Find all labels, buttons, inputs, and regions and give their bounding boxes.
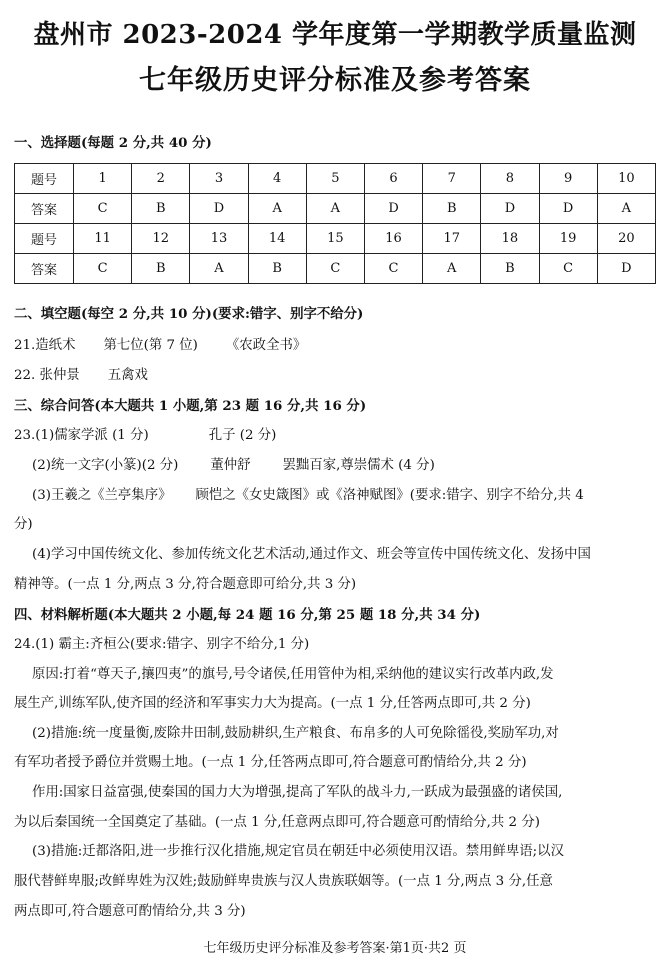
answer-21-label: 21.造纸术 [14, 338, 76, 353]
table-cell: 题号 [15, 224, 74, 254]
answer-line-23-1 [14, 427, 662, 445]
table-cell: A [597, 194, 655, 224]
table-cell: 答案 [15, 194, 74, 224]
section3-heading: 三、综合问答(本大题共 1 小题,第 23 题 16 分,共 16 分) [14, 398, 367, 414]
answer-21-b: 《农政全书》 [225, 338, 307, 353]
table-cell: C [306, 254, 364, 284]
table-row [15, 224, 656, 254]
table-cell: 18 [481, 224, 539, 254]
table-row [15, 194, 656, 224]
table-cell: 1 [74, 164, 132, 194]
section2-heading: 二、填空题(每空 2 分,共 10 分)(要求:错字、别字不给分) [14, 306, 364, 322]
answer-line-23-2 [32, 457, 662, 475]
table-cell: D [597, 254, 655, 284]
answer-23-3-a: (3)王羲之《兰亭集序》 [32, 488, 172, 503]
table-cell: 5 [306, 164, 364, 194]
answer-line-23-3 [32, 487, 662, 505]
table-cell: B [132, 254, 190, 284]
answer-line: (2)措施:统一度量衡,废除井田制,鼓励耕织,生产粮食、布帛多的人可免除徭役,奖励军功,对 [32, 726, 559, 741]
table-cell: 14 [248, 224, 306, 254]
answer-line: 为以后秦国统一全国奠定了基础。(一点 1 分,任意两点即可,符合题意可酌情给分,共 2 分) [14, 815, 540, 830]
table-cell: C [74, 254, 132, 284]
section1-heading: 一、选择题(每题 2 分,共 40 分) [14, 135, 212, 151]
answer-line: (3)措施:迁都洛阳,进一步推行汉化措施,规定官员在朝廷中必须使用汉语。禁用鲜卑语;以汉 [32, 844, 564, 859]
answer-23-2-c: 罢黜百家,尊崇儒术 (4 分) [282, 458, 435, 473]
document-title: 盘州市 2023-2024 学年度第一学期教学质量监测 [33, 20, 637, 50]
answer-line-24: 24.(1) 霸主:齐桓公(要求:错字、别字不给分,1 分) [14, 637, 310, 652]
table-cell: 10 [597, 164, 655, 194]
answer-line: 作用:国家日益富强,使秦国的国力大为增强,提高了军队的战斗力,一跃成为最强盛的诸侯国, [32, 785, 563, 800]
answer-line: 展生产,训练军队,使齐国的经济和军事实力大为提高。(一点 1 分,任答两点即可,共 2 分) [14, 696, 531, 711]
answer-23-2-b: 董仲舒 [210, 458, 251, 473]
table-cell: 17 [423, 224, 481, 254]
answer-line-22 [14, 367, 662, 385]
table-cell: B [423, 194, 481, 224]
table-cell: 7 [423, 164, 481, 194]
table-cell: C [74, 194, 132, 224]
table-cell: D [481, 194, 539, 224]
table-cell: 19 [539, 224, 597, 254]
answer-line-23-3-cont: 分) [14, 517, 33, 532]
table-cell: 2 [132, 164, 190, 194]
table-cell: 12 [132, 224, 190, 254]
answer-line: 有军功者授予爵位并赏赐土地。(一点 1 分,任答两点即可,符合题意可酌情给分,共 2 分) [14, 755, 527, 770]
answer-line-23-4: (4)学习中国传统文化、参加传统文化艺术活动,通过作文、班会等宣传中国传统文化、发扬中国 [32, 547, 591, 562]
table-cell: D [539, 194, 597, 224]
table-cell: 3 [190, 164, 248, 194]
table-cell: 9 [539, 164, 597, 194]
answer-23-2-a: (2)统一文字(小篆)(2 分) [32, 458, 179, 473]
page-footer: 七年级历史评分标准及参考答案·第1页·共2 页 [203, 941, 467, 956]
table-cell: C [539, 254, 597, 284]
table-cell: 6 [364, 164, 422, 194]
table-cell: 13 [190, 224, 248, 254]
table-cell: A [248, 194, 306, 224]
document-subtitle: 七年级历史评分标准及参考答案 [139, 65, 531, 96]
table-cell: A [423, 254, 481, 284]
table-cell: 4 [248, 164, 306, 194]
section4-heading: 四、材料解析题(本大题共 2 小题,每 24 题 16 分,第 25 题 18 分,共 34 分) [14, 607, 481, 623]
table-cell: D [364, 194, 422, 224]
answer-22-a: 五禽戏 [107, 368, 148, 383]
answer-line: 两点即可,符合题意可酌情给分,共 3 分) [14, 904, 246, 919]
table-cell: 答案 [15, 254, 74, 284]
table-cell: B [481, 254, 539, 284]
table-row [15, 164, 656, 194]
answer-23-1-b: 孔子 (2 分) [208, 428, 277, 443]
answer-table [14, 163, 656, 284]
table-cell: 8 [481, 164, 539, 194]
table-row [15, 254, 656, 284]
table-cell: 11 [74, 224, 132, 254]
table-cell: 20 [597, 224, 655, 254]
answer-22-label: 22. 张仲景 [14, 368, 80, 383]
table-cell: 题号 [15, 164, 74, 194]
table-cell: B [248, 254, 306, 284]
table-cell: A [306, 194, 364, 224]
table-cell: 16 [364, 224, 422, 254]
table-cell: D [190, 194, 248, 224]
answer-line: 服代替鲜卑服;改鲜卑姓为汉姓;鼓励鲜卑贵族与汉人贵族联姻等。(一点 1 分,两点 3 分,任意 [14, 874, 553, 889]
answer-line-23-4-cont: 精神等。(一点 1 分,两点 3 分,符合题意即可给分,共 3 分) [14, 577, 357, 592]
table-cell: 15 [306, 224, 364, 254]
answer-23-1-a: 23.(1)儒家学派 (1 分) [14, 428, 149, 443]
answer-line-21 [14, 337, 662, 355]
table-cell: A [190, 254, 248, 284]
answer-21-a: 第七位(第 7 位) [103, 338, 198, 353]
table-cell: B [132, 194, 190, 224]
table-cell: C [364, 254, 422, 284]
answer-line: 原因:打着“尊天子,攘四夷”的旗号,号令诸侯,任用管仲为相,采纳他的建议实行改革内政,发 [32, 667, 554, 682]
answer-23-3-b: 顾恺之《女史箴图》或《洛神赋图》(要求:错字、别字不给分,共 4 [195, 488, 584, 503]
